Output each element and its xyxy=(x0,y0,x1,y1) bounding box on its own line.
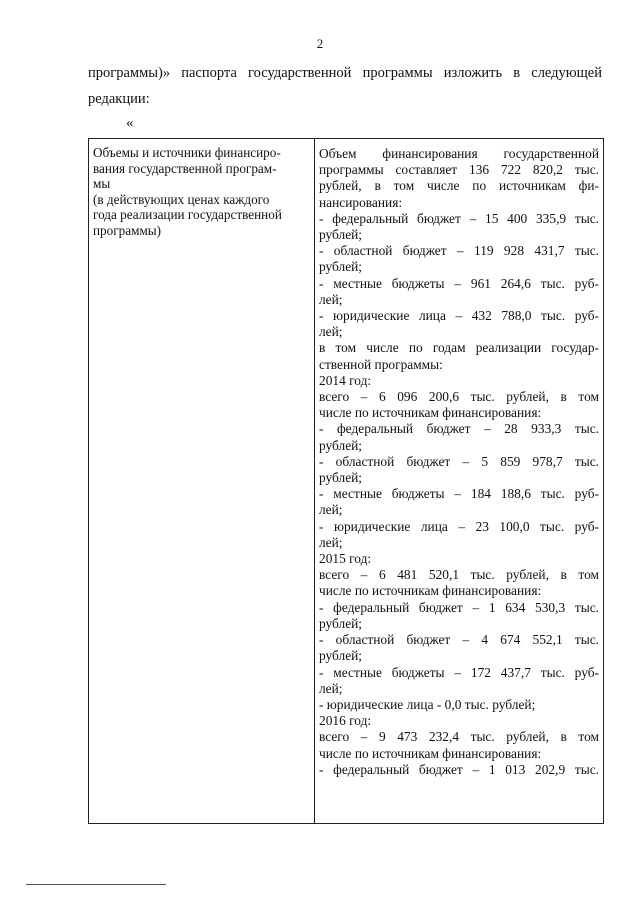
passport-table xyxy=(88,138,604,824)
value-line: - местные бюджеты – 961 264,6 тыс. руб- xyxy=(319,275,599,291)
value-line: Объем финансирования государственной xyxy=(319,146,599,161)
value-line: - федеральный бюджет – 28 933,3 тыс. xyxy=(319,421,599,437)
value-line: - юридические лица – 432 788,0 тыс. руб- xyxy=(319,308,599,324)
label-line: вания государственной програм- xyxy=(93,160,277,176)
page-number: 2 xyxy=(316,36,324,51)
value-line: числе по источникам финансирования: xyxy=(319,745,542,761)
value-line: - местные бюджеты – 172 437,7 тыс. руб- xyxy=(319,664,599,680)
value-line: ственной программы: xyxy=(319,356,443,372)
value-line: 2014 год: xyxy=(319,372,372,388)
value-line: 2015 год: xyxy=(319,551,372,567)
value-line: 2016 год: xyxy=(319,713,372,729)
intro-line-2: редакции: xyxy=(88,91,150,107)
value-line: лей; xyxy=(319,502,343,518)
opening-quote-mark: « xyxy=(126,115,134,131)
footnote-rule xyxy=(26,884,166,885)
intro-line-1: программы)» паспорта государственной программы изложить в следующей xyxy=(88,65,602,81)
value-line: рублей; xyxy=(319,470,363,486)
value-line: - федеральный бюджет – 1 634 530,3 тыс. xyxy=(319,599,599,615)
value-line: лей; xyxy=(319,324,343,340)
table-value-cell xyxy=(315,139,603,823)
label-line: Объемы и источники финансиро- xyxy=(93,145,281,160)
value-line: рублей; xyxy=(319,648,363,664)
value-line: - местные бюджеты – 184 188,6 тыс. руб- xyxy=(319,486,599,502)
value-line: рублей; xyxy=(319,227,363,243)
label-line: (в действующих ценах каждого xyxy=(93,191,270,207)
value-line: всего – 9 473 232,4 тыс. рублей, в том xyxy=(319,729,599,745)
value-line: - областной бюджет – 119 928 431,7 тыс. xyxy=(319,243,599,259)
value-line: - федеральный бюджет – 1 013 202,9 тыс. xyxy=(319,761,599,777)
value-line: в том числе по годам реализации государ- xyxy=(319,340,599,356)
value-line: лей; xyxy=(319,680,343,696)
value-line: всего – 6 481 520,1 тыс. рублей, в том xyxy=(319,567,599,583)
value-line: программы составляет 136 722 820,2 тыс. xyxy=(319,162,599,178)
label-line: года реализации государственной xyxy=(93,207,282,223)
value-line: рублей, в том числе по источникам фи- xyxy=(319,178,599,194)
value-line: всего – 6 096 200,6 тыс. рублей, в том xyxy=(319,389,599,405)
value-line: - областной бюджет – 4 674 552,1 тыс. xyxy=(319,632,599,648)
label-line: мы xyxy=(93,176,111,192)
intro-paragraph xyxy=(88,60,602,112)
value-line: рублей; xyxy=(319,437,363,453)
value-line: числе по источникам финансирования: xyxy=(319,405,542,421)
table-label-cell xyxy=(89,139,315,823)
value-line: - юридические лица - 0,0 тыс. рублей; xyxy=(319,696,536,712)
value-line: рублей; xyxy=(319,259,363,275)
value-line: нансирования: xyxy=(319,194,403,210)
value-line: - областной бюджет – 5 859 978,7 тыс. xyxy=(319,453,599,469)
value-line: лей; xyxy=(319,291,343,307)
value-line: лей; xyxy=(319,534,343,550)
label-line: программы) xyxy=(93,222,162,238)
value-line: - юридические лица – 23 100,0 тыс. руб- xyxy=(319,518,599,534)
value-line: - федеральный бюджет – 15 400 335,9 тыс. xyxy=(319,210,599,226)
value-line: рублей; xyxy=(319,615,363,631)
value-line: числе по источникам финансирования: xyxy=(319,583,542,599)
